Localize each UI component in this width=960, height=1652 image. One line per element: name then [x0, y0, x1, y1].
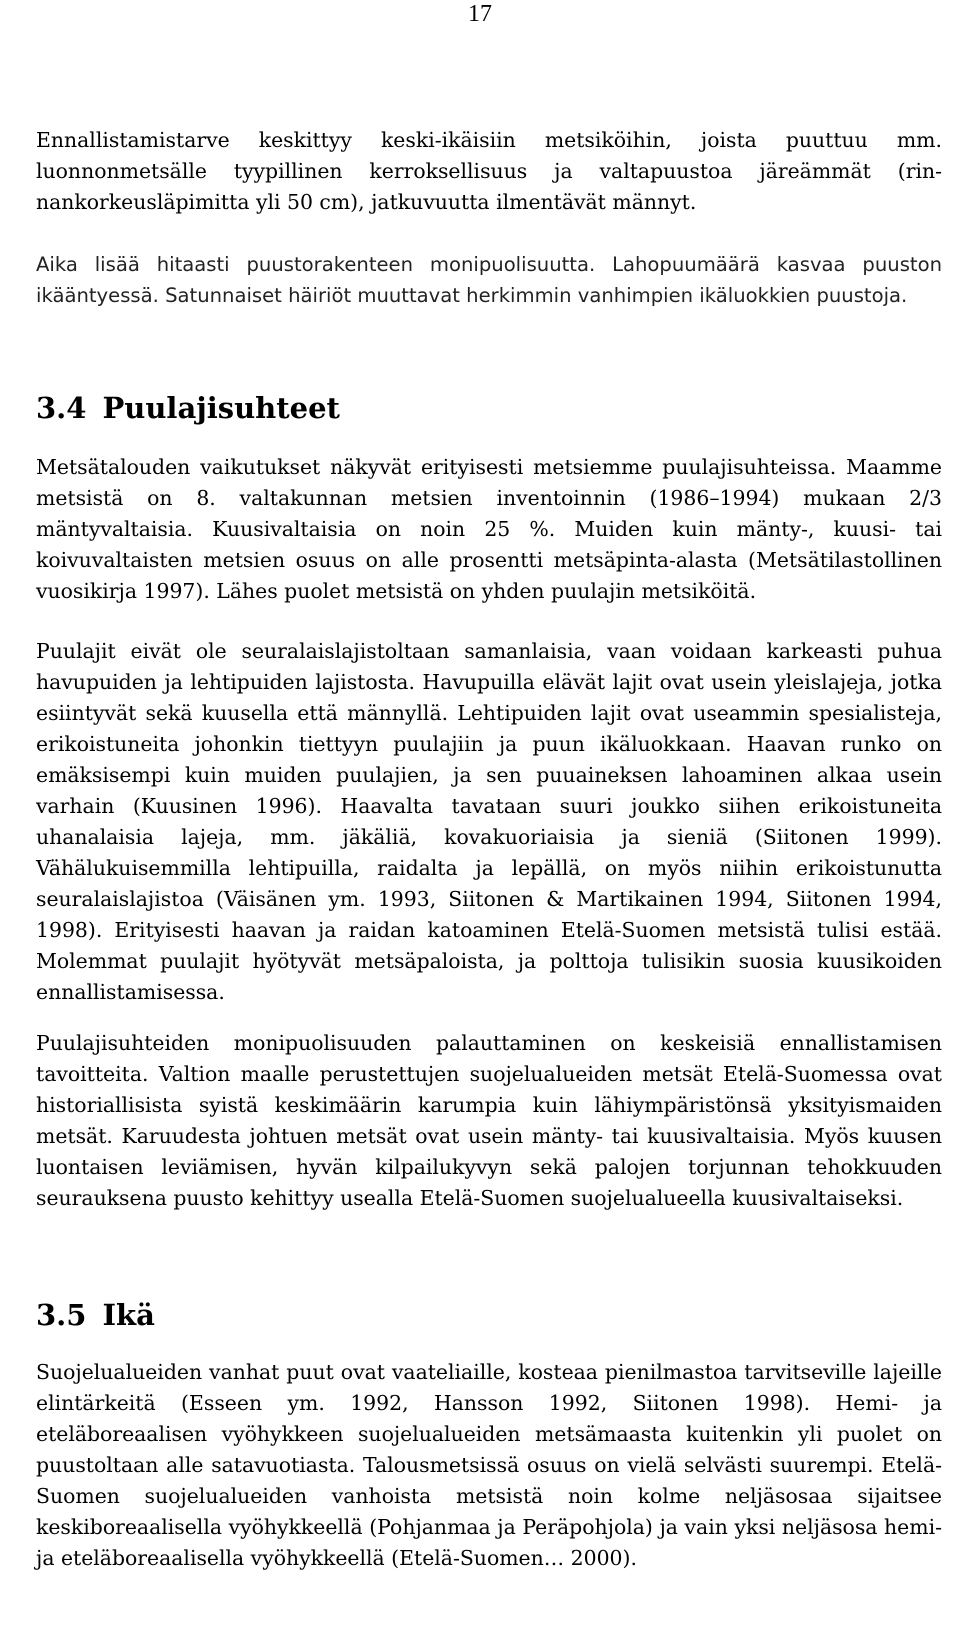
section-heading-3-4: [36, 390, 340, 426]
paragraph-companion-species: Puulajit eivät ole seuralaislajistoltaan samanlaisia, vaan voidaan karkeasti puhua havupuiden ja lehtipuiden lajistosta. Havupuilla elävät lajit ovat usein yleislajeja, jotka esiintyvät sekä kuusella että männyllä. Lehtipuiden lajit ovat useammin spesialisteja, erikoistuneita johonkin tiettyyn puulajiin ja puun ikäluokkaan. Haavan runko on emäksisempi kuin muiden puulajien, ja sen puuaineksen lahoaminen alkaa usein varhain (Kuusinen 1996). Haavalta tavataan suuri joukko siihen erikoistuneita uhanalaisia lajeja, mm. jäkäliä, kovakuoriaisia ja sieniä (Siitonen 1999). Vähälukuisemmilla lehtipuilla, raidalta ja lepällä, on myös niihin erikoistunutta seuralaislajistoa (Väisänen ym. 1993, Siitonen & Martikainen 1994, Siitonen 1994, 1998). Erityisesti haavan ja raidan katoaminen Etelä-Suomen metsistä tulisi estää. Molemmat puulajit hyötyvät metsäpaloista, ja polttoja tulisikin suosia kuusikoiden ennallistamisessa.: [36, 639, 942, 1004]
paragraph-old-trees: Suojelualueiden vanhat puut ovat vaateliaille, kosteaa pienilmastoa tarvitseville lajeille elintärkeitä (Esseen ym. 1992, Hansson 1992, Siitonen 1998). Hemi- ja eteläboreaalisen vyöhykkeen suojelualueiden metsämaasta kuitenkin yli puolet on puustoltaan alle satavuotiasta. Talousmetsissä osuus on vielä selvästi suurempi. Etelä-Suomen suojelualueiden vanhoista metsistä noin kolme neljäsosaa sijaitsee keskiboreaalisella vyöhykkeellä (Pohjanmaa ja Peräpohjola) ja vain yksi neljäsosa hemi- ja eteläboreaalisella vyöhykkeellä (Etelä-Suomen… 2000).: [36, 1360, 942, 1570]
section-title: Ikä: [102, 1298, 155, 1332]
paragraph-tree-species-ratio: Metsätalouden vaikutukset näkyvät erityisesti metsiemme puulajisuhteissa. Maamme metsistä on 8. valtakunnan metsien inventoinnin (1986–1994) mukaan 2/3 mäntyvaltaisia. Kuusivaltaisia on noin 25 %. Muiden kuin mänty-, kuusi- tai koivuvaltaisten metsien osuus on alle prosentti metsäpinta-alasta (Metsätilastollinen vuosikirja 1997). Lähes puolet metsistä on yhden puulajin metsiköitä.: [36, 455, 942, 603]
page-number: 17: [468, 1, 492, 27]
paragraph-species-diversity: Puulajisuhteiden monipuolisuuden palauttaminen on keskeisiä ennallistamisen tavoitteita. Valtion maalle perustettujen suojelualueiden metsät Etelä-Suomessa ovat historiallisista syistä keskimäärin karumpia kuin lähiympäristönsä yksityismaiden metsät. Karuudesta johtuen metsät ovat usein mänty- tai kuusivaltaisia. Myös kuusen luontaisen leviämisen, hyvän kilpailukyvyn sekä palojen torjunnan tehokkuuden seurauksena puusto kehittyy usealla Etelä-Suomen suojelualueella kuusivaltaiseksi.: [36, 1031, 942, 1210]
section-heading-3-5: [36, 1297, 155, 1333]
section-number: 3.4: [36, 391, 87, 425]
paragraph-stand-structure: Aika lisää hitaasti puustorakenteen monipuolisuutta. Lahopuumäärä kasvaa puuston ikääntyessä. Satunnaiset häiriöt muuttavat herkimmin vanhimpien ikäluokkien puustoja.: [36, 253, 942, 307]
section-number: 3.5: [36, 1298, 87, 1332]
section-title: Puulajisuhteet: [102, 391, 340, 425]
paragraph-restoration-need: Ennallistamistarve keskittyy keski-ikäisiin metsiköihin, joista puuttuu mm. luonnonmetsälle tyypillinen kerroksellisuus ja valtapuustoa järeämmät (rinnankorkeusläpimitta yli 50 cm), jatkuvuutta ilmentävät männyt.: [36, 128, 942, 214]
